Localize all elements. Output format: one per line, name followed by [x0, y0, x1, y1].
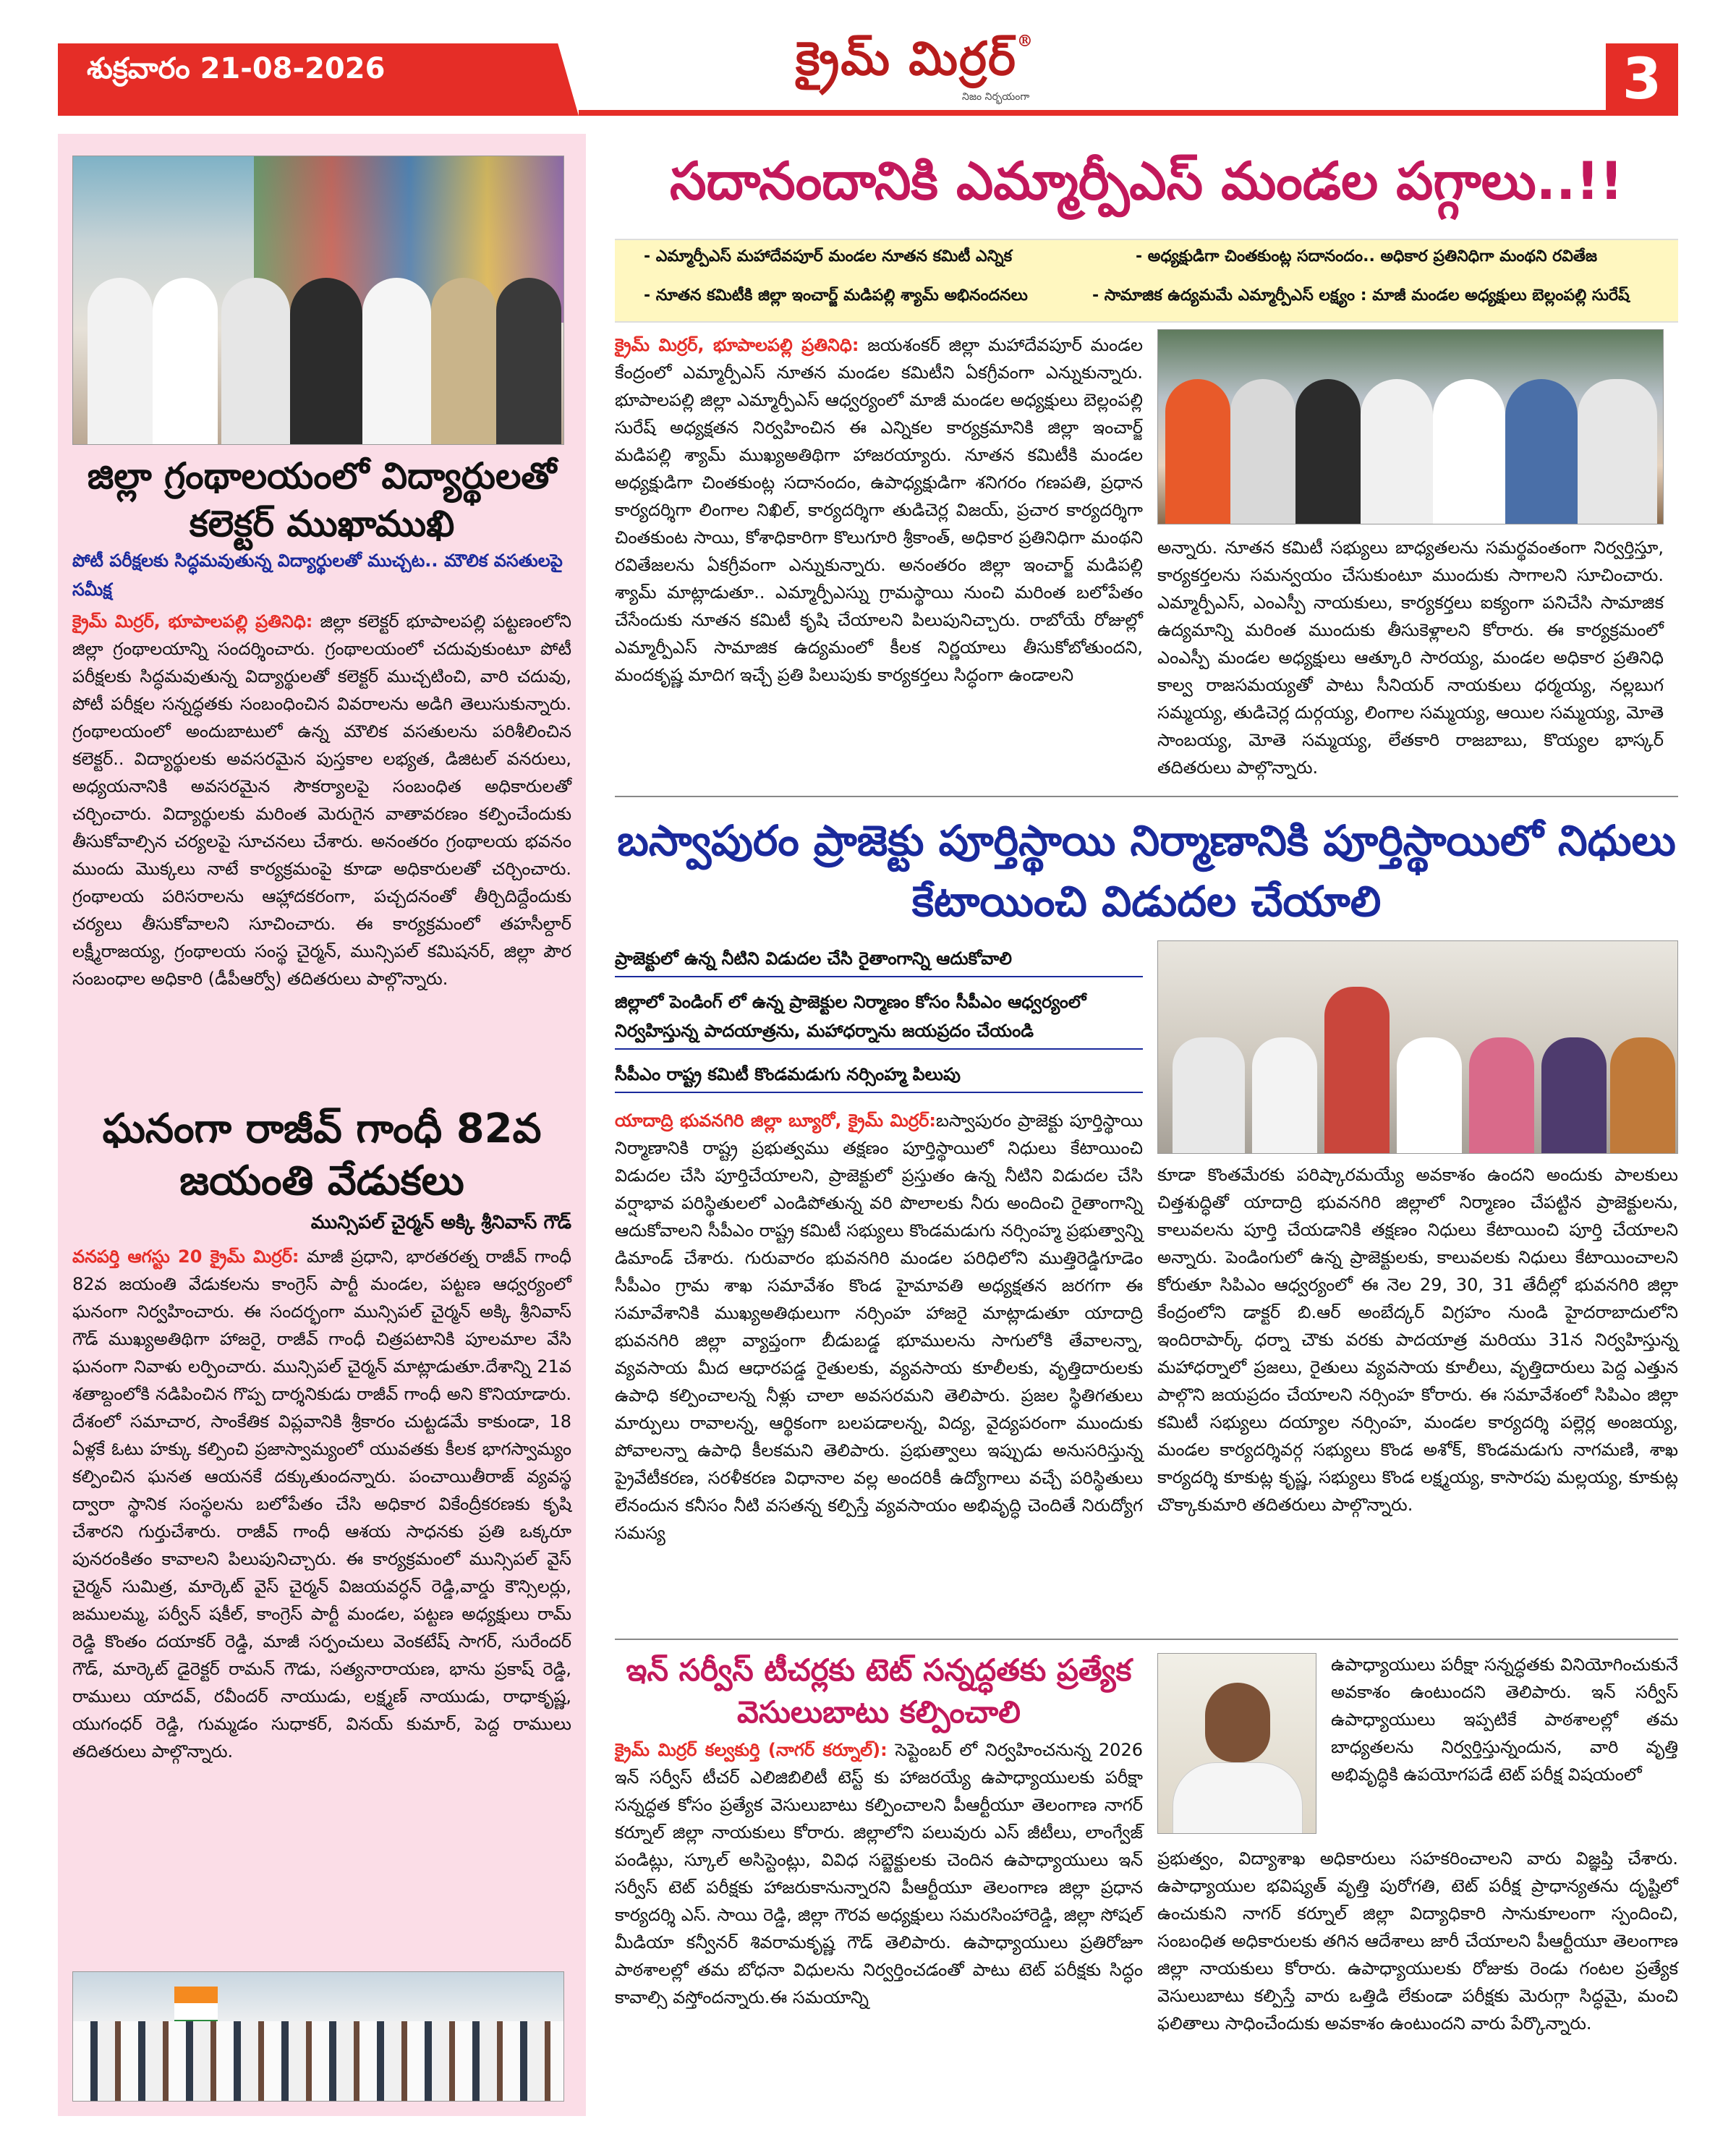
rajiv-dateline: వనపర్తి ఆగస్టు 20 క్రైమ్ మిర్రర్:: [72, 1246, 299, 1267]
masthead: [0, 0, 1736, 123]
mrps-highlight: - అధ్యక్షుడిగా చింతకుంట్ల సదానందం.. అధికార ప్రతినిధిగా మంథని రవితేజ: [1136, 247, 1598, 265]
tet-headline: ఇన్ సర్వీస్ టీచర్లకు టెట్ సన్నద్ధతకు ప్రత్యేక వెసులుబాటు కల్పించాలి: [626, 1652, 1132, 1730]
library-subhead: పోటీ పరీక్షలకు సిద్ధమవుతున్న విద్యార్థులతో ముచ్చట.. మౌలిక వసతులపై సమీక్ష: [72, 551, 563, 600]
rajiv-headline: ఘనంగా రాజీవ్ గాంధీ 82వ జయంతి వేడుకలు: [102, 1105, 542, 1205]
rally-photo-icon: [72, 1971, 564, 2102]
tet-article-body-end: ప్రభుత్వం, విద్యాశాఖ అధికారులు సహకరించాలని వారు విజ్ఞప్తి చేశారు. ఉపాధ్యాయుల భవిష్యత్ వృత్తి పురోగతి, టెట్ పరీక్ష ప్రాధాన్యతను దృష్టిలో ఉంచుకుని నాగర్ కర్నూల్ జిల్లా విద్యాధికారి సానుకూలంగా స్పందించి, సంబంధిత అధికారులకు తగిన ఆదేశాలు జారీ చేయాలని పీఆర్టీయూ తెలంగాణ జిల్లా నాయకులు కోరారు. ఉపాధ్యాయులకు రోజుకు రెండు గంటల ప్రత్యేక వెసులుబాటు కల్పిస్తే వారు ఒత్తిడి లేకుండా పరీక్షకు మెరుగ్గా సిద్ధమై, మంచి ఫలితాలు సాధించేందుకు అవకాశం ఉంటుందని వారు పేర్కొన్నారు.: [1157, 1848, 1678, 2034]
baswapuram-dateline: యాదాద్రి భువనగిరి జిల్లా బ్యూరో, క్రైమ్ మిర్రర్:: [615, 1110, 936, 1131]
tet-article-body: క్రైమ్ మిర్రర్ కల్వకుర్తి (నాగర్ కర్నూల్): సెప్టెంబర్ లో నిర్వహించనున్న 2026 ఇన్ సర్వీస్ టీచర్ ఎలిజిబిలిటీ టెస్ట్ కు హాజరయ్యే ఉపాధ్యాయులకు పరీక్షా సన్నద్ధత కోసం ప్రత్యేక వెసులుబాటు కల్పించాలని పీఆర్టీయూ తెలంగాణ నాగర్ కర్నూల్ జిల్లా నాయకులు కోరారు. జిల్లాలోని పలువురు ఎస్ జీటీలు, లాంగ్వేజ్ పండిట్లు, స్కూల్ అసిస్టెంట్లు, వివిధ సబ్జెక్టులకు చెందిన ఉపాధ్యాయులు ఇన్ సర్వీస్ టెట్ పరీక్షకు హాజరుకానున్నారని పీఆర్టీయూ తెలంగాణ జిల్లా ప్రధాన కార్యదర్శి ఎస్. సాయి రెడ్డి, జిల్లా గౌరవ అధ్యక్షులు సమరసింహారెడ్డి, జిల్లా సోషల్ మీడియా కన్వీనర్ శివరామకృష్ణ గౌడ్ తెలిపారు. ఉపాధ్యాయులు ప్రతిరోజూ పాఠశాలల్లో తమ బోధనా విధులను నిర్వర్తించడంతో పాటు టెట్ పరీక్షకు సిద్ధం కావాల్సి వస్తోందన్నారు.ఈ సమయాన్ని: [615, 1740, 1143, 2008]
baswapuram-subhead: ప్రాజెక్టులో ఉన్న నీటిని విడుదల చేసి రైతాంగాన్ని ఆదుకోవాలి: [615, 944, 1143, 977]
library-dateline: క్రైమ్ మిర్రర్, భూపాలపల్లి ప్రతినిధి:: [72, 611, 313, 632]
page-number: 3: [1606, 43, 1678, 116]
mrps-highlight: - సామాజిక ఉద్యమమే ఎమ్మార్పీఎస్ లక్ష్యం : మాజీ మండల అధ్యక్షులు బెల్లంపల్లి సురేష్: [1092, 286, 1630, 305]
issue-date: శుక్రవారం 21-08-2026: [87, 52, 386, 85]
mrps-article-body-continued: అన్నారు. నూతన కమిటీ సభ్యులు బాధ్యతలను సమర్థవంతంగా నిర్వర్తిస్తూ, కార్యకర్తలను సమన్వయం చేసుకుంటూ ముందుకు సాగాలని సూచించారు. ఎమ్మార్పీఎస్, ఎంఎస్పీ నాయకులు, కార్యకర్తలు ఐక్యంగా పనిచేసి సామాజిక ఉద్యమాన్ని మరింత ముందుకు తీసుకెళ్లాలని కోరారు. ఈ కార్యక్రమంలో ఎంఎస్పీ మండల అధ్యక్షులు ఆత్కూరి సారయ్య, మండల అధికార ప్రతినిధి కాల్వ రాజసమయ్యతో పాటు సీనియర్ నాయకులు ధర్మయ్య, నల్లబుగ సమ్మయ్య, తుడిచెర్ల దుర్గయ్య, లింగాల సమ్మయ్య, ఆయిల సమ్మయ్య, మోతె సాంబయ్య, మోతె సమ్మయ్య, లేతకారి రాజబాబు, కొయ్యల భాస్కర్ తదితరులు పాల్గొన్నారు.: [1157, 538, 1664, 778]
rajiv-subhead: మున్సిపల్ చైర్మన్ అక్కి శ్రీనివాస్ గౌడ్: [310, 1212, 571, 1233]
meeting-photo-icon: [1157, 940, 1678, 1154]
masthead-rule: [579, 110, 1606, 116]
baswapuram-subhead: సీపీఎం రాష్ట్ర కమిటీ కొండమడుగు నర్సింహ్మ పిలుపు: [615, 1060, 1143, 1093]
mrps-dateline: క్రైమ్ మిర్రర్, భూపాలపల్లి ప్రతినిధి:: [615, 335, 859, 355]
classroom-photo-icon: [72, 156, 564, 445]
committee-photo-icon: [1157, 329, 1664, 524]
library-article-body: క్రైమ్ మిర్రర్, భూపాలపల్లి ప్రతినిధి: జిల్లా కలెక్టర్ భూపాలపల్లి పట్టణంలోని జిల్లా గ్రంథాలయాన్ని సందర్శించారు. గ్రంథాలయంలో చదువుకుంటూ పోటీ పరీక్షలకు సిద్ధమవుతున్న విద్యార్థులతో కలెక్టర్ ముచ్చటించి, వారి చదువు, పోటీ పరీక్షల సన్నద్ధతకు సంబంధించిన వివరాలను అడిగి తెలుసుకున్నారు. గ్రంథాలయంలో అందుబాటులో ఉన్న మౌలిక వసతులను పరిశీలించిన కలెక్టర్.. విద్యార్థులకు అవసరమైన పుస్తకాల లభ్యత, డిజిటల్ వనరులు, అధ్యయనానికి అవసరమైన సౌకర్యాలపై సంబంధిత అధికారులతో చర్చించారు. విద్యార్థులకు మరింత మెరుగైన వాతావరణం కల్పించేందుకు తీసుకోవాల్సిన చర్యలపై సూచనలు చేశారు. అనంతరం గ్రంథాలయ భవనం ముందు మొక్కలు నాటే కార్యక్రమంపై కూడా అధికారులతో చర్చించారు. గ్రంథాలయ పరిసరాలను ఆహ్లాదకరంగా, పచ్చదనంతో తీర్చిదిద్దేందుకు చర్యలు తీసుకోవాలని సూచించారు. ఈ కార్యక్రమంలో తహసీల్దార్ లక్ష్మీరాజయ్య, గ్రంథాలయ సంస్థ చైర్మన్, మున్సిపల్ కమిషనర్, జిల్లా పౌర సంబంధాల అధికారి (డీపీఆర్వో) తదితరులు పాల్గొన్నారు.: [72, 611, 571, 989]
section-divider: [615, 1639, 1678, 1640]
newspaper-logo: క్రైమ్ మిర్రర్®: [796, 32, 1034, 86]
portrait-photo-icon: [1157, 1653, 1316, 1834]
mrps-article-body: క్రైమ్ మిర్రర్, భూపాలపల్లి ప్రతినిధి: జయశంకర్ జిల్లా మహాదేవపూర్ మండల కేంద్రంలో ఎమ్మార్పీఎస్ నూతన మండల కమిటీని ఏకగ్రీవంగా ఎన్నుకున్నారు. భూపాలపల్లి జిల్లా ఎమ్మార్పీఎస్ ఆధ్వర్యంలో మాజీ మండల అధ్యక్షులు బెల్లంపల్లి సురేష్ అధ్యక్షతన నిర్వహించిన ఈ ఎన్నికల కార్యక్రమానికి జిల్లా ఇంచార్జ్ మడిపల్లి శ్యామ్ ముఖ్యఅతిథిగా హాజరయ్యారు. నూతన కమిటీకి మండల అధ్యక్షుడిగా చింతకుంట్ల సదానందం, ఉపాధ్యక్షుడిగా శనిగరం గణపతి, ప్రధాన కార్యదర్శిగా లింగాల నిఖిల్, కార్యదర్శిగా తుడిచెర్ల విజయ్, ప్రచార కార్యదర్శిగా చింతకుంట సాయి, కోశాధికారిగా కొలుగూరి శ్రీకాంత్, అధికార ప్రతినిధిగా మంథని రవితేజలను ఏకగ్రీవంగా ఎన్నుకున్నారు. అనంతరం జిల్లా ఇంచార్జ్ మడిపల్లి శ్యామ్ మాట్లాడుతూ.. ఎమ్మార్పీఎస్ను గ్రామస్థాయి నుంచి మరింత బలోపేతం చేసేందుకు నూతన కమిటీ కృషి చేయాలని పిలుపునిచ్చారు. రాబోయే రోజుల్లో ఎమ్మార్పీఎస్ సామాజిక ఉద్యమంలో కీలక నిర్ణయాలు తీసుకోబోతుందని, మందకృష్ణ మాదిగ ఇచ్చే ప్రతి పిలుపుకు కార్యకర్తలు సిద్ధంగా ఉండాలని: [615, 335, 1143, 685]
library-headline: జిల్లా గ్రంథాలయంలో విద్యార్థులతో కలెక్టర్ ముఖాముఖి: [87, 455, 557, 545]
baswapuram-headline: బస్వాపురం ప్రాజెక్టు పూర్తిస్థాయి నిర్మాణానికి పూర్తిస్థాయిలో నిధులు కేటాయించి విడుదల చేయాలి: [617, 816, 1676, 926]
tet-dateline: క్రైమ్ మిర్రర్ కల్వకుర్తి (నాగర్ కర్నూల్):: [615, 1740, 888, 1760]
baswapuram-subhead: జిల్లాలో పెండింగ్ లో ఉన్న ప్రాజెక్టుల నిర్మాణం కోసం సీపీఎం ఆధ్వర్యంలో నిర్వహిస్తున్న పాదయాత్రను, మహాధర్నాను జయప్రదం చేయండి: [615, 987, 1143, 1050]
section-divider: [615, 796, 1678, 797]
mrps-headline: సదానందానికి ఎమ్మార్పీఎస్ మండల పగ్గాలు..!!: [669, 150, 1624, 211]
baswapuram-article-body-continued: కూడా కొంతమేరకు పరిష్కారమయ్యే అవకాశం ఉందని అందుకు పాలకులు చిత్తశుద్ధితో యాదాద్రి భువనగిరి జిల్లాలో నిర్మాణం చేపట్టిన ప్రాజెక్టులను, కాలువలను పూర్తి చేయడానికి తక్షణం నిధులు కేటాయించి పూర్తి చేయాలని అన్నారు. పెండింగులో ఉన్న ప్రాజెక్టులకు, కాలువలకు నిధులు కేటాయించాలని కోరుతూ సిపిఎం ఆధ్వర్యంలో ఈ నెల 29, 30, 31 తేదీల్లో భువనగిరి జిల్లా కేంద్రంలోని డాక్టర్ బి.ఆర్ అంబేద్కర్ విగ్రహం నుండి హైదరాబాదులోని ఇందిరాపార్క్ ధర్నా చౌకు వరకు పాదయాత్ర మరియు 31న నిర్వహిస్తున్న మహాధర్నాలో ప్రజలు, రైతులు వ్యవసాయ కూలీలు, వృత్తిదారులు పెద్ద ఎత్తున పాల్గొని జయప్రదం చేయాలని నర్సింహ కోరారు. ఈ సమావేశంలో సిపిఎం జిల్లా కమిటీ సభ్యులు దయ్యాల నర్సింహ, మండల కార్యదర్శి పల్లెర్ల అంజయ్య, మండల కార్యదర్శివర్గ సభ్యులు కొండ అశోక్, కొండమడుగు నాగమణి, శాఖ కార్యదర్శి కూకుట్ల కృష్ణ, సభ్యులు కొండ లక్ష్మయ్య, కాసారపు మల్లయ్య, కూకుట్ల చొక్కాకుమారి తదితరులు పాల్గొన్నారు.: [1157, 1165, 1678, 1515]
mrps-highlight: - నూతన కమిటీకి జిల్లా ఇంచార్జ్ మడిపల్లి శ్యామ్ అభినందనలు: [644, 286, 1028, 305]
tet-article-body-continued: ఉపాధ్యాయులు పరీక్షా సన్నద్ధతకు వినియోగించుకునే అవకాశం ఉంటుందని తెలిపారు. ఇన్ సర్వీస్ ఉపాధ్యాయులు ఇప్పటికే పాఠశాలల్లో తమ బాధ్యతలను నిర్వర్తిస్తున్నందున, వారి వృత్తి అభివృద్ధికి ఉపయోగపడే టెట్ పరీక్ష విషయంలో: [1331, 1654, 1678, 1785]
logo-tagline: నిజం నిర్భయంగా: [962, 91, 1030, 103]
rajiv-article-body: వనపర్తి ఆగస్టు 20 క్రైమ్ మిర్రర్: మాజీ ప్రధాని, భారతరత్న రాజీవ్ గాంధీ 82వ జయంతి వేడుకలను కాంగ్రెస్ పార్టీ మండల, పట్టణ ఆధ్వర్యంలో ఘనంగా నిర్వహించారు. ఈ సందర్భంగా మున్సిపల్ చైర్మన్ అక్కి శ్రీనివాస్ గౌడ్ ముఖ్యఅతిథిగా హాజరై, రాజీవ్ గాంధీ చిత్రపటానికి పూలమాల వేసి ఘనంగా నివాళు లర్పించారు. మున్సిపల్ చైర్మన్ మాట్లాడుతూ.దేశాన్ని 21వ శతాబ్దంలోకి నడిపించిన గొప్ప దార్శనికుడు రాజీవ్ గాంధీ అని కొనియాడారు. దేశంలో సమాచార, సాంకేతిక విప్లవానికి శ్రీకారం చుట్టడమే కాకుండా, 18 ఏళ్లకే ఓటు హక్కు కల్పించి ప్రజాస్వామ్యంలో యువతకు కీలక భాగస్వామ్యం కల్పించిన ఘనత ఆయనకే దక్కుతుందన్నారు. పంచాయితీరాజ్ వ్యవస్థ ద్వారా స్థానిక సంస్థలను బలోపేతం చేసి అధికార వికేంద్రీకరణకు కృషి చేశారని గుర్తుచేశారు. రాజీవ్ గాంధీ ఆశయ సాధనకు ప్రతి ఒక్కరూ పునరంకితం కావాలని పిలుపునిచ్చారు. ఈ కార్యక్రమంలో మున్సిపల్ వైస్ చైర్మన్ సుమిత్ర, మార్కెట్ వైస్ చైర్మన్ విజయవర్ధన్ రెడ్డి,వార్డు కౌన్సిలర్లు, జములమ్మ, పర్వీన్ షకీల్, కాంగ్రెస్ పార్టీ మండల, పట్టణ అధ్యక్షులు రామ్ రెడ్డి కొంతం దయాకర్ రెడ్డి, మాజీ సర్పంచులు వెంకటేష్ సాగర్, సురేందర్ గౌడ్, మార్కెట్ డైరెక్టర్ రామన్ గౌడు, సత్యనారాయణ, భాను ప్రకాష్ రెడ్డి, రాములు యాదవ్, రవీందర్ నాయుడు, లక్ష్మణ్ నాయుడు, రాధాకృష్ణ, యుగంధర్ రెడ్డి, గుమ్మడం సుధాకర్, వినయ్ కుమార్, పెద్ద రాములు తదితరులు పాల్గొన్నారు.: [72, 1246, 571, 1762]
mrps-highlight: - ఎమ్మార్పీఎస్ మహాదేవపూర్ మండల నూతన కమిటీ ఎన్నిక: [644, 247, 1013, 265]
baswapuram-article-body: యాదాద్రి భువనగిరి జిల్లా బ్యూరో, క్రైమ్ మిర్రర్:బస్వాపురం ప్రాజెక్టు పూర్తిస్థాయి నిర్మాణానికి రాష్ట్ర ప్రభుత్వము తక్షణం పూర్తిస్థాయిలో నిధులు కేటాయించి విడుదల చేసి పూర్తిచేయాలని, ప్రాజెక్టులో ప్రస్తుతం ఉన్న నీటిని విడుదల చేసి వర్షాభావ పరిస్థితులలో ఎండిపోతున్న వరి పొలాలకు నీరు అందించి రైతాంగాన్ని ఆదుకోవాలని సీపీఎం రాష్ట్ర కమిటీ సభ్యులు కొండమడుగు నర్సింహ్మ ప్రభుత్వాన్ని డిమాండ్ చేశారు. గురువారం భువనగిరి మండల పరిధిలోని ముత్తిరెడ్డిగూడెం సీపీఎం గ్రామ శాఖ సమావేశం కొండ హైమావతి అధ్యక్షతన జరగగా ఈ సమావేశానికి ముఖ్యఅతిథులుగా నర్సింహ హాజరై మాట్లాడుతూ యాదాద్రి భువనగిరి జిల్లా వ్యాప్తంగా బీడుబడ్డ భూములను సాగులోకి తేవాలన్నా, వ్యవసాయ మీద ఆధారపడ్డ రైతులకు, వ్యవసాయ కూలీలకు, వృత్తిదారులకు ఉపాధి కల్పించాలన్న నీళ్లు చాలా అవసరమని తెలిపారు. ప్రజల స్థితిగతులు మార్పులు రావాలన్న, ఆర్థికంగా బలపడాలన్న, విద్య, వైద్యపరంగా ముందుకు పోవాలన్నా ఉపాధి కీలకమని తెలిపారు. ప్రభుత్వాలు ఇప్పుడు అనుసరిస్తున్న ప్రైవేటీకరణ, సరళీకరణ విధానాల వల్ల అందరికీ ఉద్యోగాలు వచ్చే పరిస్థితులు లేనందున కనీసం నీటి వసతన్న కల్పిస్తే వ్యవసాయం అభివృద్ధి చెందితే నిరుద్యోగ సమస్య: [615, 1110, 1143, 1543]
